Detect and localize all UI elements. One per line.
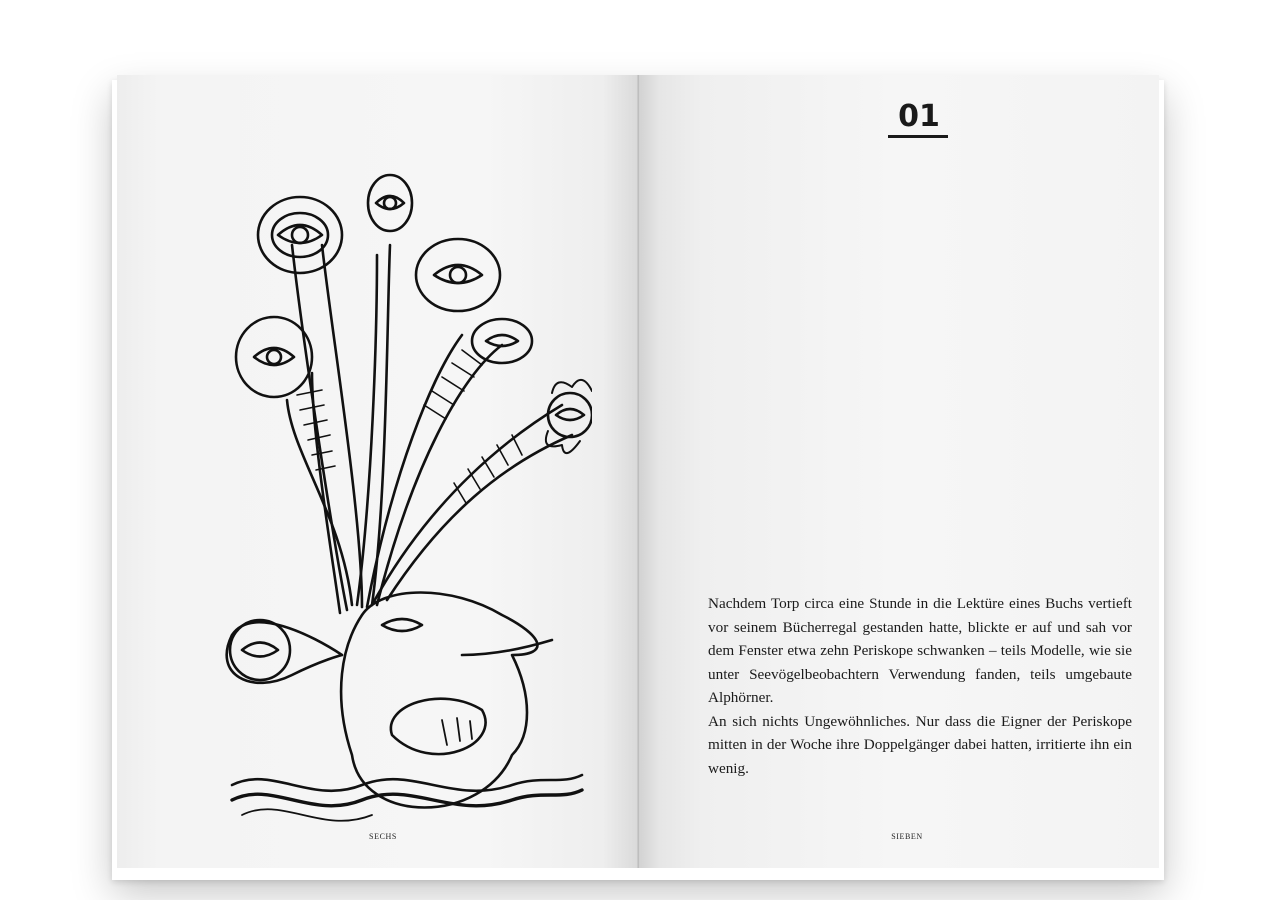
right-folio: SIEBEN — [891, 832, 923, 841]
paragraph: An sich nichts Ungewöhnliches. Nur dass die Eigner der Periskope mitten in der Woche ihre Doppelgänger dabei hatten, irritierte ihn ein wenig. — [708, 712, 1132, 777]
left-folio: SECHS — [369, 832, 397, 841]
paragraph: Nachdem Torp circa eine Stunde in die Lektüre eines Buchs vertieft vor seinem Bücherregal gestanden hatte, blickte er auf und sah vor dem Fenster etwa zehn Periskope schwanken – teils Modelle, wie sie unter Seevögelbeobachtern Verwendung fanden, teils umgebaute Alphörner. — [708, 595, 1132, 706]
periscope-bird-illustration — [212, 135, 592, 835]
right-page — [639, 75, 1159, 868]
chapter-body-text — [708, 592, 1132, 780]
left-page — [117, 75, 639, 868]
chapter-number: 01 — [898, 99, 940, 134]
chapter-underline — [888, 135, 948, 138]
